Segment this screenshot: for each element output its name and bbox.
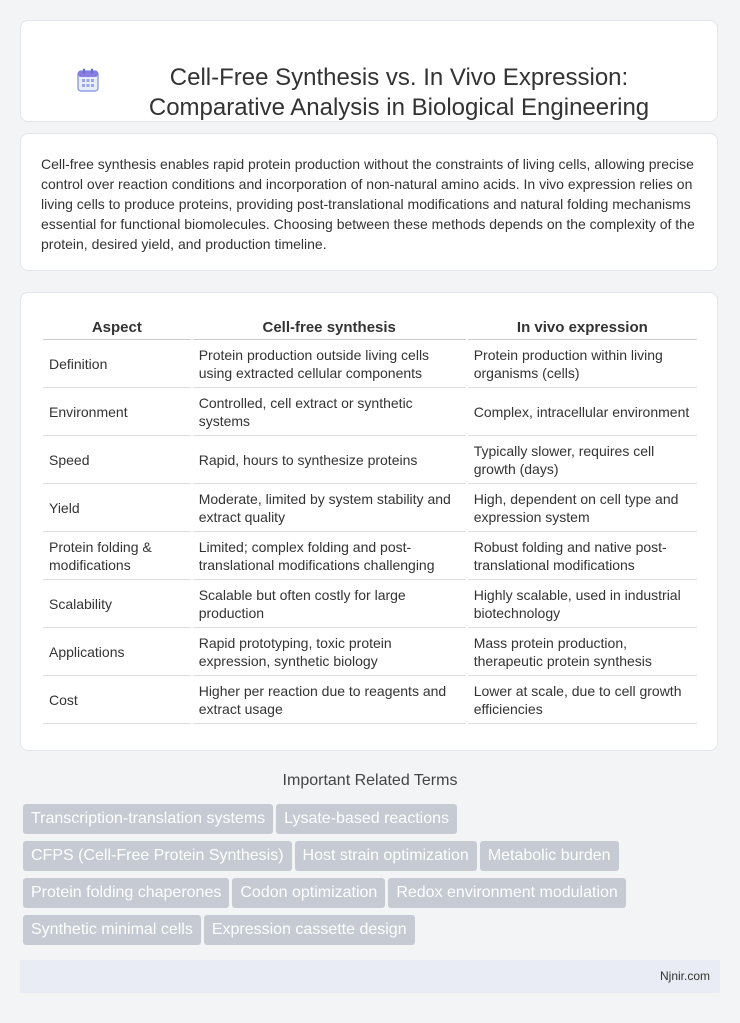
- term-tag[interactable]: Host strain optimization: [295, 841, 477, 871]
- in-vivo-cell: Mass protein production, therapeutic protein synthesis: [468, 628, 697, 676]
- aspect-cell: Scalability: [43, 580, 191, 628]
- calendar-icon: [77, 68, 99, 92]
- column-header: In vivo expression: [468, 317, 697, 340]
- table-header-row: [43, 317, 697, 340]
- footer: [20, 960, 720, 993]
- in-vivo-cell: High, dependent on cell type and expression system: [468, 484, 697, 532]
- table-row: [43, 388, 697, 436]
- intro-card: [20, 133, 718, 271]
- aspect-cell: Protein folding & modifications: [43, 532, 191, 580]
- in-vivo-cell: Protein production within living organisms (cells): [468, 340, 697, 388]
- cell-free-cell: Protein production outside living cells using extracted cellular components: [193, 340, 466, 388]
- in-vivo-cell: Robust folding and native post-translational modifications: [468, 532, 697, 580]
- related-terms-heading: Important Related Terms: [282, 772, 458, 789]
- in-vivo-cell: Highly scalable, used in industrial biotechnology: [468, 580, 697, 628]
- cell-free-cell: Rapid, hours to synthesize proteins: [193, 436, 466, 484]
- table-row: [43, 676, 697, 724]
- in-vivo-cell: Typically slower, requires cell growth (days): [468, 436, 697, 484]
- cell-free-cell: Limited; complex folding and post-translational modifications challenging: [193, 532, 466, 580]
- table-row: [43, 340, 697, 388]
- table-row: [43, 580, 697, 628]
- aspect-cell: Speed: [43, 436, 191, 484]
- term-tag[interactable]: Lysate-based reactions: [276, 804, 457, 834]
- term-tag[interactable]: Redox environment modulation: [388, 878, 625, 908]
- table-row: [43, 436, 697, 484]
- cell-free-cell: Higher per reaction due to reagents and extract usage: [193, 676, 466, 724]
- table-row: [43, 532, 697, 580]
- aspect-cell: Yield: [43, 484, 191, 532]
- cell-free-cell: Scalable but often costly for large production: [193, 580, 466, 628]
- intro-paragraph: Cell-free synthesis enables rapid protein production without the constraints of living cells, allowing precise control over reaction conditions and incorporation of non-natural amino acids. In vivo expression relies on living cells to produce proteins, providing post-translational modifications and natural folding mechanisms essential for functional biomolecules. Choosing between these methods depends on the complexity of the protein, desired yield, and production timeline.: [41, 156, 695, 252]
- cell-free-cell: Rapid prototyping, toxic protein expression, synthetic biology: [193, 628, 466, 676]
- site-name[interactable]: Njnir.com: [659, 969, 710, 983]
- cell-free-cell: Controlled, cell extract or synthetic systems: [193, 388, 466, 436]
- related-terms-list: [23, 804, 723, 952]
- page-title: Cell-Free Synthesis vs. In Vivo Expression: Comparative Analysis in Biological Engineering: [148, 64, 650, 121]
- term-tag[interactable]: Expression cassette design: [204, 915, 415, 945]
- in-vivo-cell: Complex, intracellular environment: [468, 388, 697, 436]
- title-card: [20, 20, 718, 122]
- term-tag[interactable]: CFPS (Cell-Free Protein Synthesis): [23, 841, 292, 871]
- aspect-cell: Cost: [43, 676, 191, 724]
- term-tag[interactable]: Codon optimization: [232, 878, 385, 908]
- term-tag[interactable]: Transcription-translation systems: [23, 804, 273, 834]
- comparison-table: [41, 317, 699, 724]
- comparison-card: [20, 292, 718, 751]
- table-row: [43, 628, 697, 676]
- column-header: Cell-free synthesis: [193, 317, 466, 340]
- aspect-cell: Applications: [43, 628, 191, 676]
- aspect-cell: Definition: [43, 340, 191, 388]
- cell-free-cell: Moderate, limited by system stability and extract quality: [193, 484, 466, 532]
- term-tag[interactable]: Protein folding chaperones: [23, 878, 229, 908]
- term-tag[interactable]: Synthetic minimal cells: [23, 915, 201, 945]
- aspect-cell: Environment: [43, 388, 191, 436]
- in-vivo-cell: Lower at scale, due to cell growth efficiencies: [468, 676, 697, 724]
- table-row: [43, 484, 697, 532]
- column-header: Aspect: [43, 317, 191, 340]
- term-tag[interactable]: Metabolic burden: [480, 841, 619, 871]
